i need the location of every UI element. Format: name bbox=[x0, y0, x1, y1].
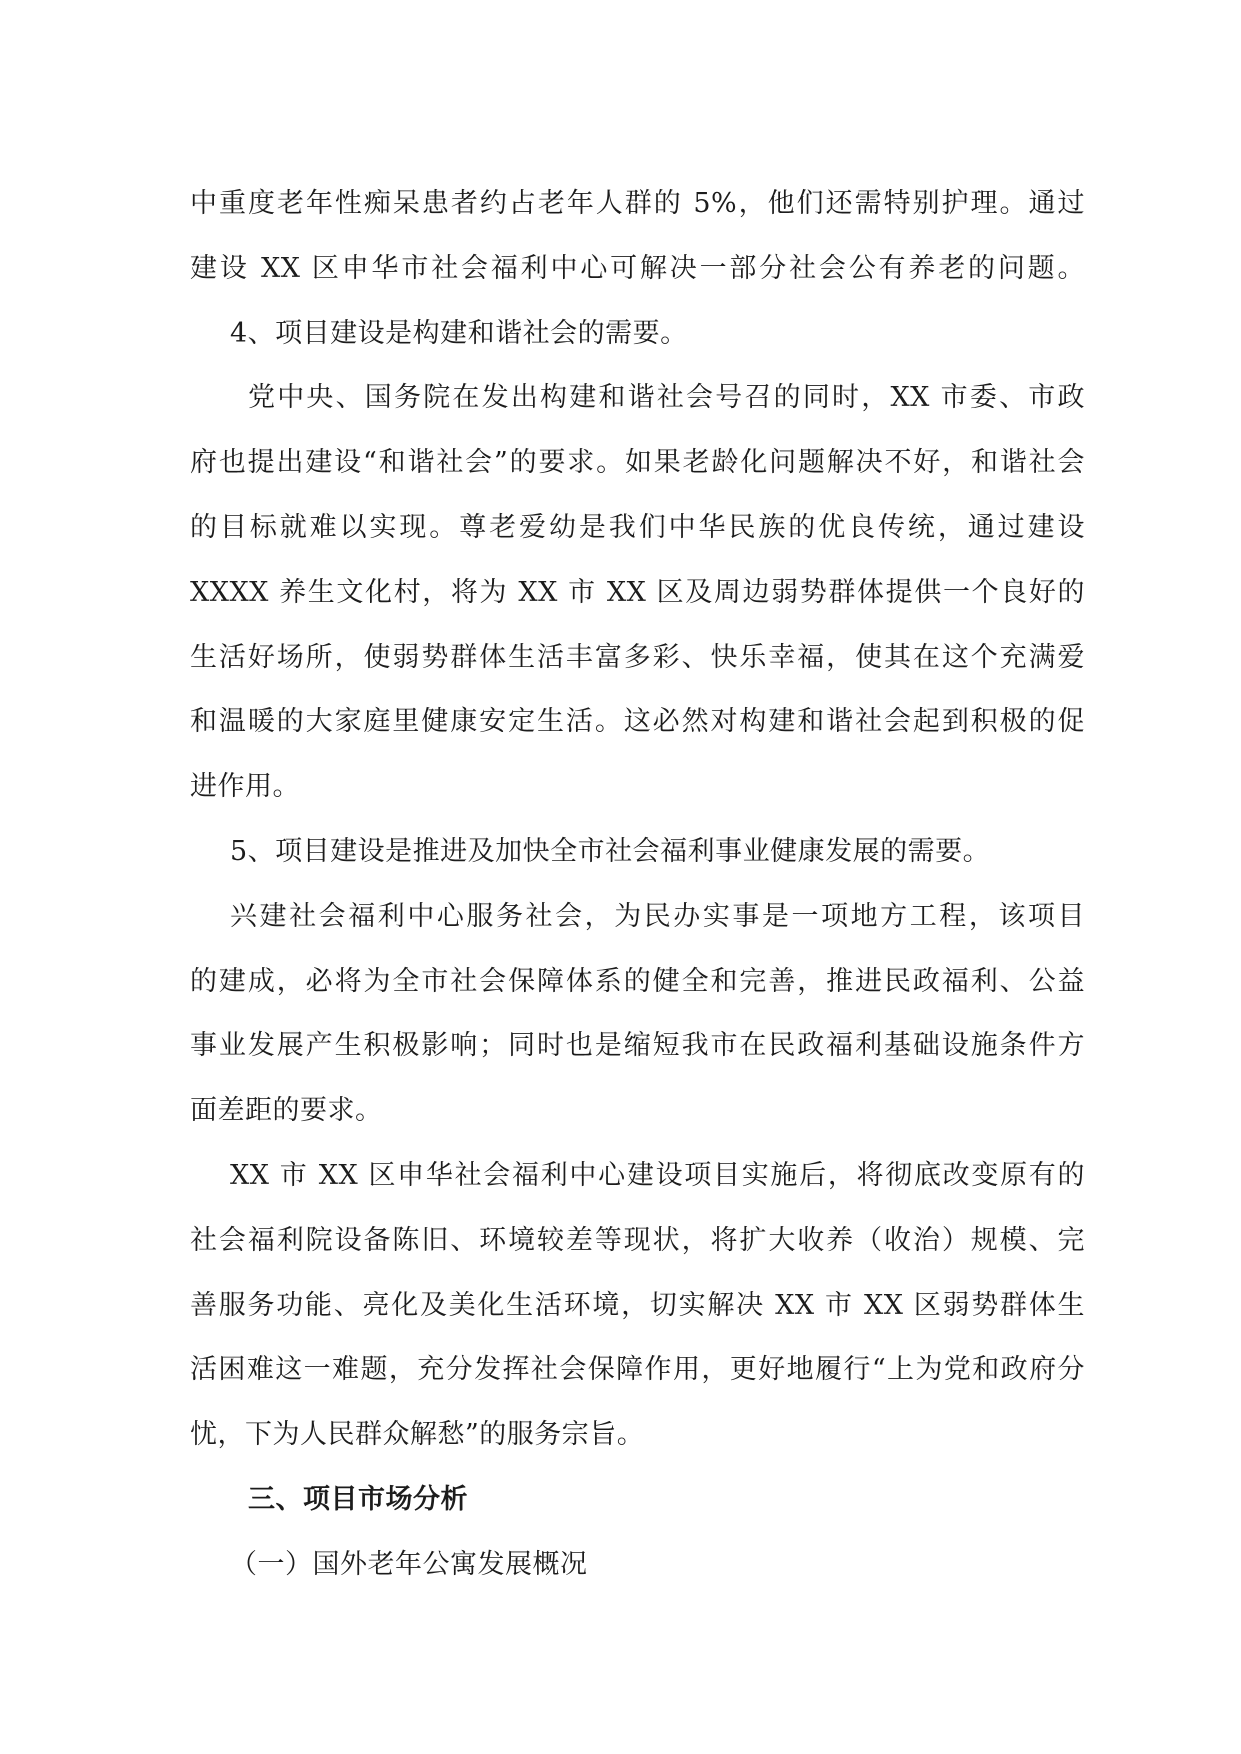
text-line: 善服务功能、亮化及美化生活环境，切实解决 XX 市 XX 区弱势群体生 bbox=[190, 1289, 1085, 1321]
document-body bbox=[190, 172, 1085, 1598]
text-line: 的目标就难以实现。尊老爱幼是我们中华民族的优良传统，通过建设 bbox=[190, 511, 1085, 543]
text-line: 兴建社会福利中心服务社会，为民办实事是一项地方工程，该项目 bbox=[230, 900, 1085, 932]
text-line: 面差距的要求。 bbox=[190, 1095, 383, 1127]
text-line: 建设 XX 区申华市社会福利中心可解决一部分社会公有养老的问题。 bbox=[190, 252, 1085, 284]
text-line: 活困难这一难题，充分发挥社会保障作用，更好地履行“上为党和政府分 bbox=[190, 1354, 1085, 1386]
text-line: 5、项目建设是推进及加快全市社会福利事业健康发展的需要。 bbox=[230, 835, 991, 867]
paragraph bbox=[190, 885, 1085, 1144]
text-line: 社会福利院设备陈旧、环境较差等现状，将扩大收养（收治）规模、完 bbox=[190, 1224, 1085, 1256]
text-line: 党中央、国务院在发出构建和谐社会号召的同时，XX 市委、市政 bbox=[248, 382, 1085, 414]
paragraph bbox=[190, 1144, 1085, 1468]
text-line: 事业发展产生积极影响；同时也是缩短我市在民政福利基础设施条件方 bbox=[190, 1030, 1085, 1062]
paragraph bbox=[190, 366, 1085, 820]
text-line: 生活好场所，使弱势群体生活丰富多彩、快乐幸福，使其在这个充满爱 bbox=[190, 641, 1085, 673]
paragraph bbox=[190, 302, 1085, 367]
text-line: XXXX 养生文化村，将为 XX 市 XX 区及周边弱势群体提供一个良好的 bbox=[190, 576, 1085, 608]
text-line: 进作用。 bbox=[190, 771, 300, 803]
text-line: XX 市 XX 区申华社会福利中心建设项目实施后，将彻底改变原有的 bbox=[230, 1159, 1085, 1191]
text-line: 中重度老年性痴呆患者约占老年人群的 5%，他们还需特别护理。通过 bbox=[190, 188, 1085, 219]
section-heading: 三、项目市场分析 bbox=[248, 1483, 468, 1515]
text-line: 4、项目建设是构建和谐社会的需要。 bbox=[230, 317, 688, 349]
paragraph bbox=[190, 820, 1085, 885]
subsection-heading: （一）国外老年公寓发展概况 bbox=[230, 1548, 588, 1580]
paragraph bbox=[190, 172, 1085, 302]
text-line: 府也提出建设“和谐社会”的要求。如果老龄化问题解决不好，和谐社会 bbox=[190, 447, 1085, 479]
text-line: 的建成，必将为全市社会保障体系的健全和完善，推进民政福利、公益 bbox=[190, 965, 1085, 997]
text-line: 忧，下为人民群众解愁”的服务宗旨。 bbox=[190, 1419, 645, 1451]
text-line: 和温暖的大家庭里健康安定生活。这必然对构建和谐社会起到积极的促 bbox=[190, 706, 1085, 738]
